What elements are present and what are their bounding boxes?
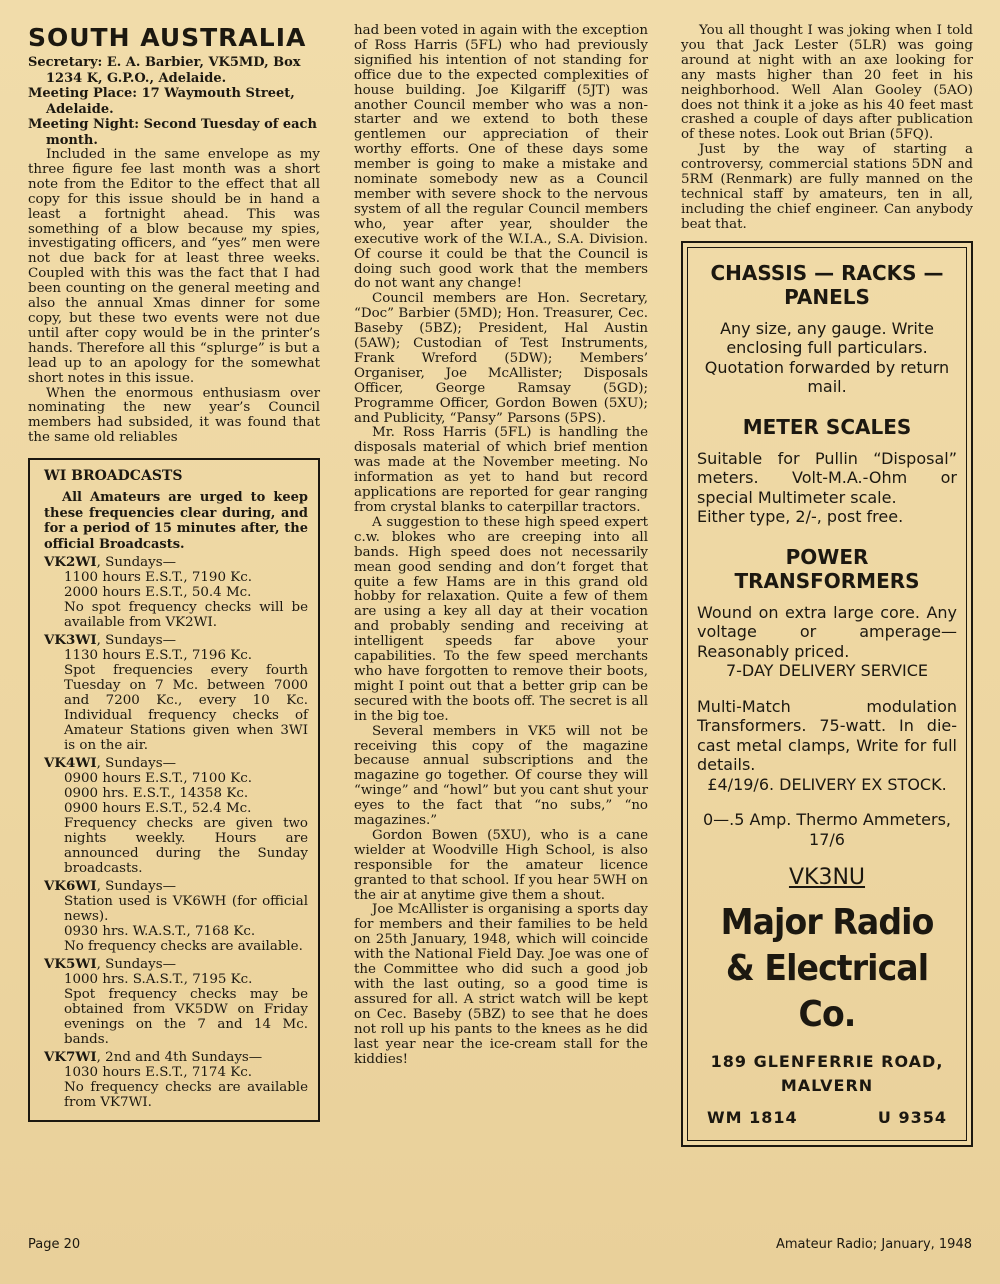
- station-callsign: VK5WI: [44, 956, 97, 973]
- section-heading: SOUTH AUSTRALIA: [28, 23, 307, 52]
- ad-text: Either type, 2/-, post free.: [697, 507, 904, 527]
- ad-text: Suitable for Pullin “Disposal” meters. Volt-M.A.-Ohm or special Multimeter scale.: [697, 448, 957, 507]
- body-paragraph: had been voted in again with the exception of Ross Harris (5FL) who had previously signified his intention of not standing for office due to the expected complexities of house building. Joe Kilgariff (5JT) was another Council member who was a non-starter and we extend to both these gentlemen our appreciation of their worthy efforts. One of these days some member is going to make a mistake and nominate somebody new as a Council member with severe shock to the nervous system of all the regular Council members who, year after year, shoulder the executive work of the W.I.A., S.A. Division. Of course it could be that the Council is doing such good work that the members do not want any change!: [354, 23, 648, 292]
- ad-phone-row: [707, 1108, 947, 1127]
- advertisement: [681, 241, 973, 1148]
- ad-phone: U 9354: [877, 1108, 947, 1128]
- ad-callsign: VK3NU: [788, 865, 866, 891]
- station-callsign: VK6WI: [44, 878, 97, 895]
- ad-text: 7-DAY DELIVERY SERVICE: [725, 661, 929, 681]
- body-paragraph: Included in the same envelope as my three figure fee last month was a short note from the Editor to the effect that all copy for this issue should be in hand a least a fortnight ahead. This was something of a blow because my spies, investigating officers, and “yes” men were not due back for at least three weeks. Coupled with this was the fact that I had been counting on the general meeting and also the annual Xmas dinner for some copy, but these two events were not due until after copy would be in the printer’s hands. Therefore all this “splurge” is but a lead up to an apology for the somewhat short notes in this issue.: [28, 147, 320, 386]
- station-header: [44, 555, 308, 570]
- ad-text: Wound on extra large core. Any voltage or amperage— Reasonably priced.: [697, 602, 957, 661]
- wi-broadcasts-title: WI BROADCASTS: [44, 468, 183, 485]
- station-detail: 1100 hours E.S.T., 7190 Kc.: [64, 570, 252, 586]
- ad-text: £4/19/6. DELIVERY EX STOCK.: [707, 774, 947, 794]
- station-detail: No spot frequency checks will be available from VK2WI.: [64, 600, 308, 631]
- body-paragraph: Mr. Ross Harris (5FL) is handling the disposals material of which brief mention was made at the November meeting. No information as yet to hand but record applications are reported for gear ranging from crystal blanks to caterpillar tractors.: [354, 425, 648, 515]
- station-detail: 1130 hours E.S.T., 7196 Kc.: [64, 648, 252, 664]
- station-detail: 0900 hrs. E.S.T., 14358 Kc.: [64, 786, 249, 802]
- station-schedule: , Sundays—: [96, 879, 176, 895]
- station-detail: Spot frequency checks may be obtained from VK5DW on Friday evenings on the 7 and 14 Mc. bands.: [64, 987, 308, 1048]
- station-callsign: VK4WI: [44, 755, 97, 772]
- station-detail: 0900 hours E.S.T., 52.4 Mc.: [64, 801, 252, 817]
- station-detail: 2000 hours E.S.T., 50.4 Mc.: [64, 585, 252, 601]
- column-right: [681, 24, 973, 1147]
- station-header: [44, 756, 308, 771]
- station-callsign: VK2WI: [44, 554, 97, 571]
- body-paragraph: Just by the way of starting a controversy, commercial stations 5DN and 5RM (Renmark) are fully manned on the technical staff by amateurs, ten in all, including the chief engineer. Can anybody beat that.: [681, 142, 973, 232]
- magazine-issue: Amateur Radio; January, 1948: [775, 1237, 972, 1252]
- body-paragraph: Council members are Hon. Secretary, “Doc” Barbier (5MD); Hon. Treasurer, Cec. Baseby (5BZ); President, Hal Austin (5AW); Custodian of Test Instruments, Frank Wreford (5DW); Members’ Organiser, Joe McAllister; Disposals Officer, George Ramsay (5GD); Programme Officer, Gordon Bowen (5XU); and Publicity, “Pansy” Parsons (5PS).: [354, 291, 648, 426]
- station-header: [44, 633, 308, 648]
- station-list: [44, 555, 308, 1110]
- station-detail: 1030 hours E.S.T., 7174 Kc.: [64, 1065, 252, 1081]
- station-detail: Frequency checks are given two nights weekly. Hours are announced during the Sunday broadcasts.: [64, 816, 308, 877]
- ad-phone: WM 1814: [707, 1108, 798, 1128]
- page-number: Page 20: [28, 1237, 81, 1252]
- station-header: [44, 879, 308, 894]
- station-detail: 0900 hours E.S.T., 7100 Kc.: [64, 771, 252, 787]
- station-entry: [44, 879, 308, 954]
- ad-heading-chassis: CHASSIS — RACKS — PANELS: [710, 260, 944, 309]
- body-paragraph: Gordon Bowen (5XU), who is a cane wielder at Woodville High School, is also responsible for the amateur licence granted to that school. If you hear 5WH on the air at anytime give them a shout.: [354, 827, 648, 903]
- station-entry: [44, 555, 308, 630]
- wi-broadcasts-box: [28, 458, 320, 1122]
- station-callsign: VK7WI: [44, 1049, 97, 1066]
- station-detail: No frequency checks are available from VK7WI.: [64, 1080, 308, 1111]
- meeting-night-line: Meeting Night: Second Tuesday of each month.: [28, 117, 317, 148]
- ad-address-line: 189 GLENFERRIE ROAD,: [710, 1052, 944, 1072]
- meeting-place-line: Meeting Place: 17 Waymouth Street, Adelaide.: [28, 86, 295, 117]
- body-paragraph: When the enormous enthusiasm over nominating the new year’s Council members had subsided, it was found that the same old reliables: [28, 385, 320, 446]
- station-entry: [44, 1050, 308, 1110]
- station-header: [44, 957, 308, 972]
- ad-heading-meter-scales: METER SCALES: [742, 414, 912, 439]
- body-paragraph: You all thought I was joking when I told you that Jack Lester (5LR) was going around at night with an axe looking for any masts higher than 20 feet in his neighborhood. Well Alan Gooley (5AO) does not think it a joke as his 40 feet mast crashed a couple of days after publication of these notes. Look out Brian (5FQ).: [681, 23, 973, 143]
- station-entry: [44, 957, 308, 1047]
- ad-heading-power-transformers: POWER TRANSFORMERS: [734, 544, 920, 593]
- station-schedule: , Sundays—: [96, 633, 176, 649]
- station-detail: 1000 hrs. S.A.S.T., 7195 Kc.: [64, 972, 253, 988]
- column-left: [28, 24, 320, 1122]
- station-detail: 0930 hrs. W.A.S.T., 7168 Kc.: [64, 924, 256, 940]
- station-schedule: , Sundays—: [96, 555, 176, 571]
- ad-text: Any size, any gauge. Write enclosing full particulars. Quotation forwarded by return mail.: [704, 318, 950, 397]
- station-detail: Spot frequencies every fourth Tuesday on 7 Mc. between 7000 and 7200 Kc., every 10 Kc. Individual frequency checks of Amateur Stations given when 3WI is on the air.: [64, 663, 308, 754]
- station-header: [44, 1050, 308, 1065]
- body-paragraph: A suggestion to these high speed expert c.w. blokes who are creeping into all bands. High speed does not necessarily mean good sending and don’t forget that quite a few Hams are in this grand old hobby for relaxation. Quite a few of them are using a key all day at their vocation and probably sending and receiving at intelligent speeds far above your capabilities. To the few speed merchants who have forgotten to remove their boots, might I point out that a better grip can be secured with the boots off. The secret is all in the big toe.: [354, 514, 648, 724]
- wi-broadcasts-intro: All Amateurs are urged to keep these frequencies clear during, and for a period of 15 minutes after, the official Broadcasts.: [44, 490, 308, 552]
- station-callsign: VK3WI: [44, 632, 97, 649]
- station-schedule: , Sundays—: [96, 957, 176, 973]
- ad-address-line: MALVERN: [780, 1076, 874, 1096]
- station-entry: [44, 756, 308, 876]
- station-detail: No frequency checks are available.: [64, 939, 303, 955]
- ad-text: Multi-Match modulation Transformers. 75-watt. In die-cast metal clamps, Write for full details.: [697, 696, 957, 775]
- secretary-line: Secretary: E. A. Barbier, VK5MD, Box 1234 K, G.P.O., Adelaide.: [28, 55, 301, 86]
- ad-text: 0—.5 Amp. Thermo Ammeters, 17/6: [703, 810, 951, 849]
- station-entry: [44, 633, 308, 753]
- body-paragraph: Several members in VK5 will not be receiving this copy of the magazine because annual subscriptions and the magazine go together. Of course they will “winge” and “howl” but you cant shut your eyes to the fact that “no subs,” “no magazines.”: [354, 723, 648, 829]
- station-schedule: , Sundays—: [96, 756, 176, 772]
- body-paragraph: Joe McAllister is organising a sports day for members and their families to be held on 25th January, 1948, which will coincide with the National Field Day. Joe was one of the Committee who did such a good job with the last outing, so a good time is assured for all. A strict watch will be kept on Cec. Baseby (5BZ) to see that he does not roll up his pants to the knees as he did last year near the ice-cream stall for the kiddies!: [354, 902, 648, 1067]
- station-schedule: , 2nd and 4th Sundays—: [96, 1050, 263, 1066]
- station-detail: Station used is VK6WH (for official news).: [64, 894, 308, 925]
- ad-company-name: Major Radio & Electrical Co.: [720, 902, 934, 1036]
- column-middle: [354, 24, 648, 1067]
